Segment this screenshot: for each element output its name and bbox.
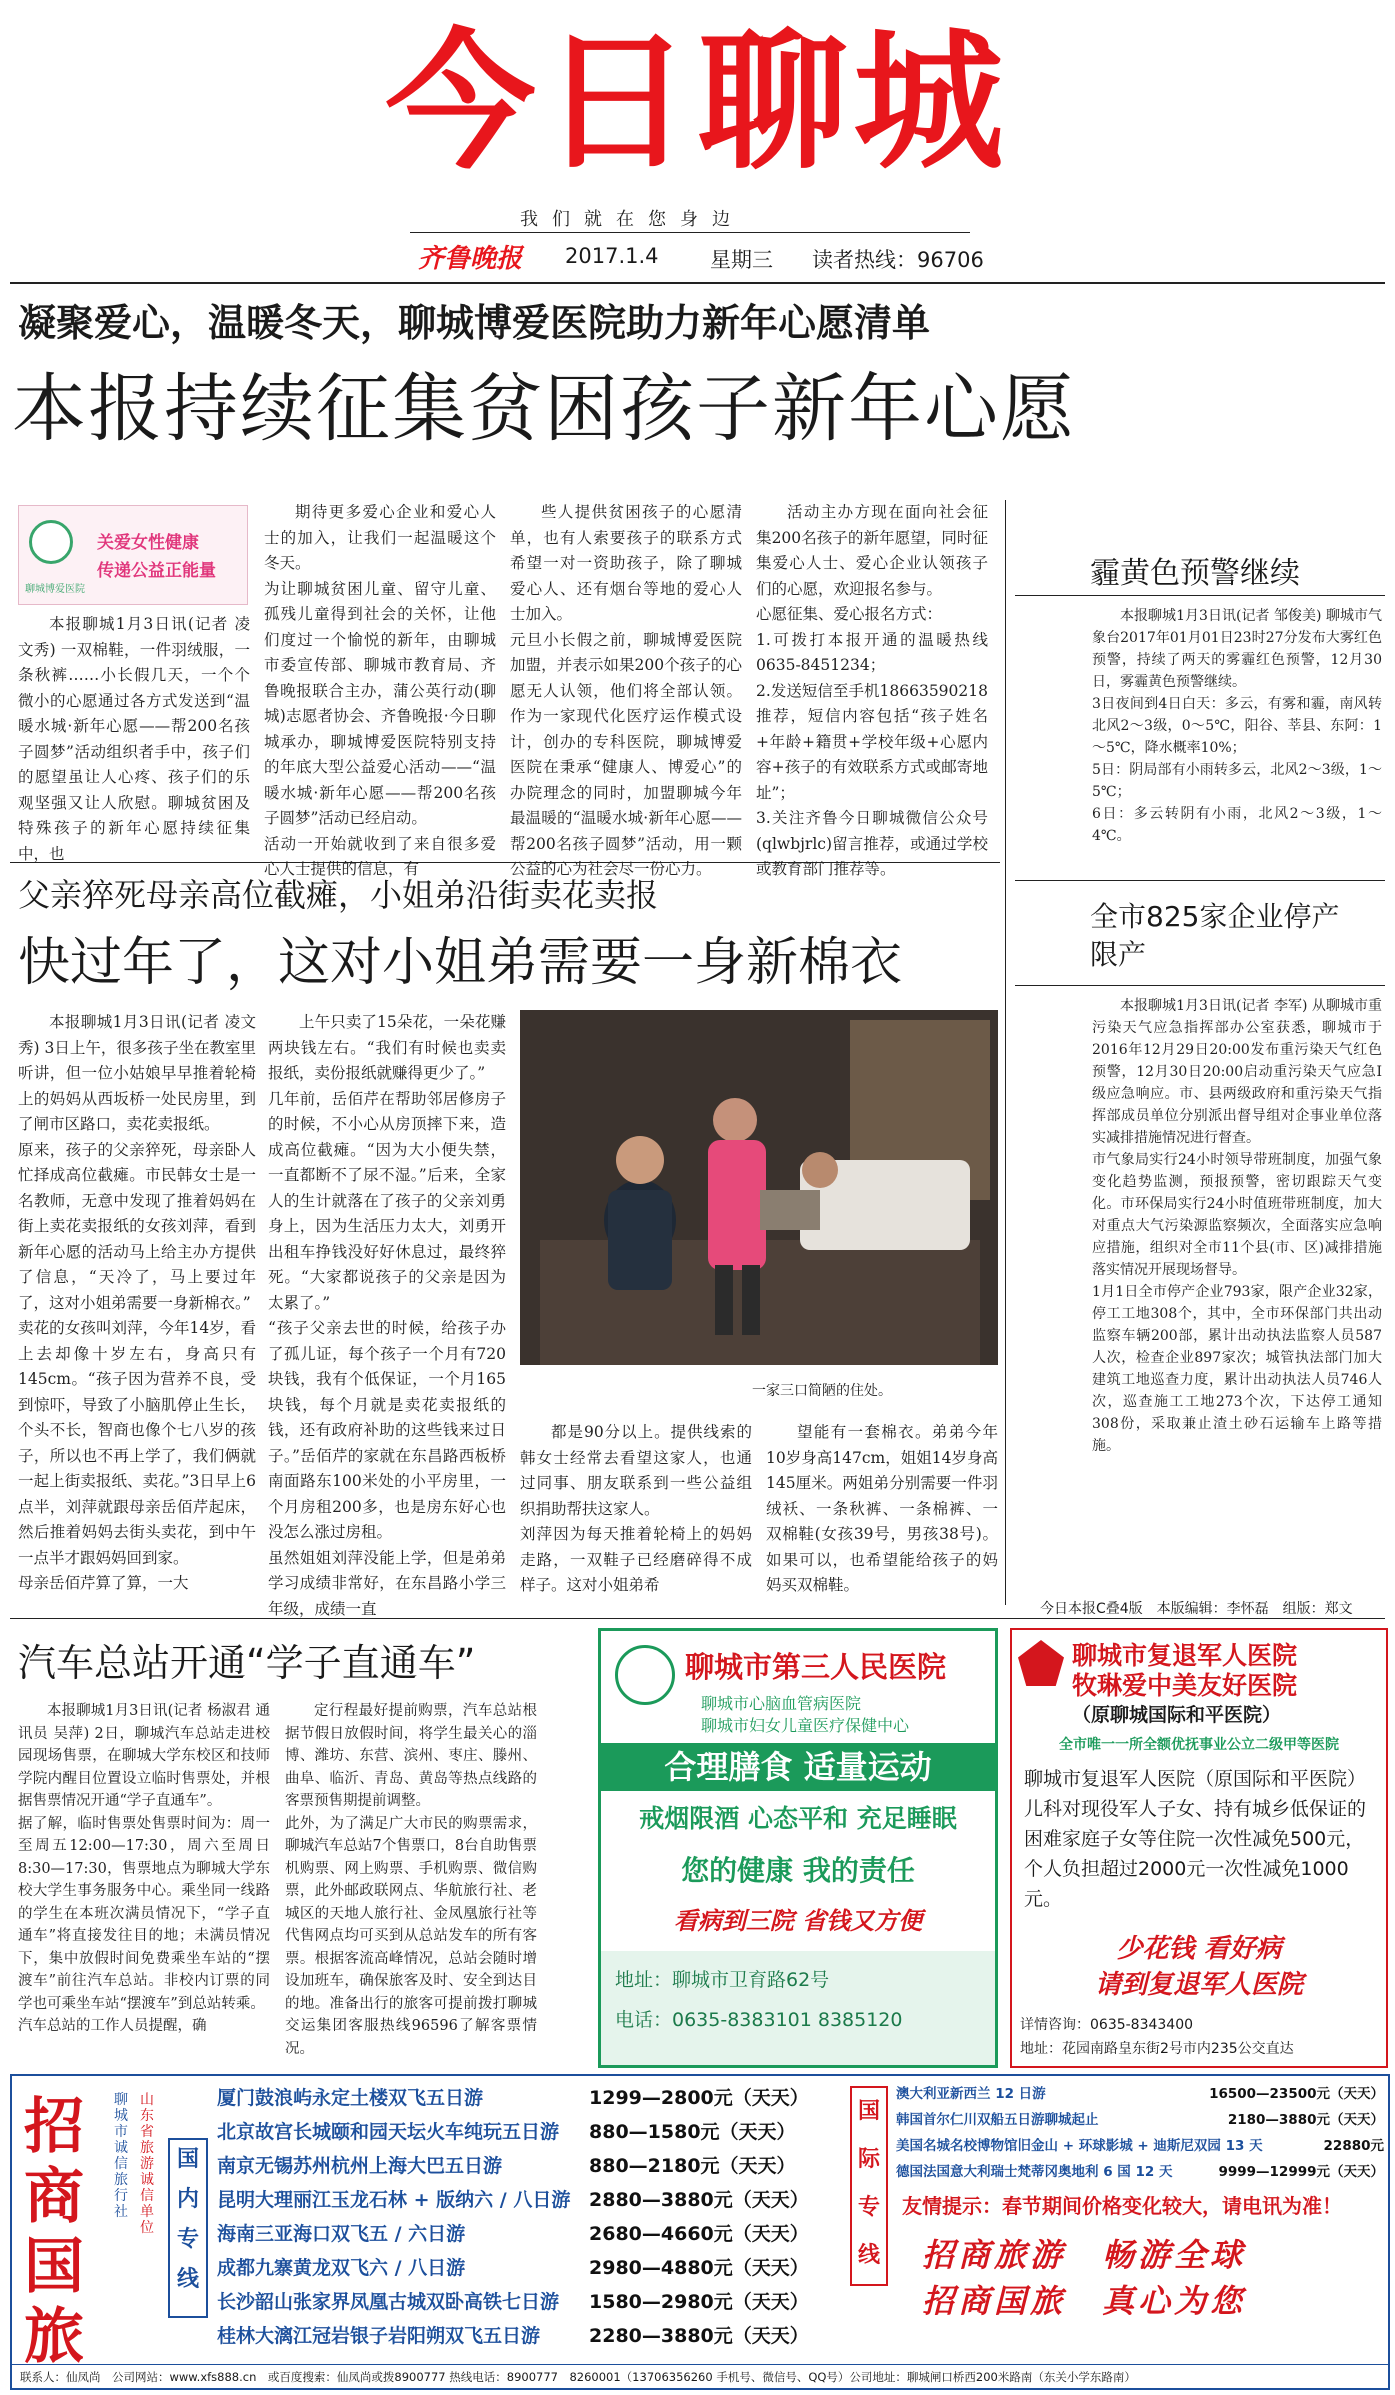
route-price: 16500—23500元（天天） — [1209, 2086, 1384, 2102]
boai-hospital-logo — [18, 505, 248, 605]
third-hospital-slogan4: 看病到三院 省钱又方便 — [673, 1906, 923, 1935]
top-story-col4 — [756, 500, 988, 878]
second-story-col2-text: 上午只卖了15朵花，一朵花赚两块钱左右。“我们有时候也卖卖报纸，卖份报纸就赚得更少了。” 几年前，岳佰芹在帮助邻居修房子的时候，不小心从房顶摔下来，造成高位截瘫。“因为大小便失禁，一直都断不了尿不湿。”后来，全家人的生计就落在了孩子的父亲刘勇身上，因为生活压力太大，刘勇开出租车挣钱没好好休息过，最终猝死。“大家都说孩子的父亲是因为太累了。” “孩子父亲去世的时候，给孩子办了孤儿证，每个孩子一个月有720块钱，我有个低保证，一个月165块钱，每个月就是卖花卖报纸的钱，还有政府补助的这些钱来过日子。”岳佰芹的家就在东昌路西板桥南面路东100米处的小平房里，一个月房租200多，也是房东好心也没怎么涨过房租。 虽然姐姐刘萍没能上学，但是弟弟学习成绩非常好，在东昌路小学三年级，成绩一直 — [268, 1013, 506, 1618]
travel-notice: 友情提示：春节期间价格变化较大，请电讯为准！ — [902, 2194, 1342, 2218]
domestic-routes — [217, 2076, 837, 2362]
second-story-rule — [10, 862, 1000, 863]
photo-caption: 一家三口简陋的住处。 — [752, 1383, 892, 1399]
masthead-divider — [10, 282, 1385, 284]
reader-hotline: 读者热线：96706 — [812, 248, 984, 272]
veteran-hospital-address: 地址：花园南路皇东街2号市内235公交直达 — [1020, 2041, 1294, 2057]
top-story-col2 — [264, 500, 496, 878]
third-hospital-phone: 电话：0635-8383101 8385120 — [615, 2009, 903, 2031]
second-story-col4 — [766, 1420, 998, 1600]
third-hospital-sub1: 聊城市心脑血管病医院 — [701, 1694, 862, 1713]
route-price: 2280—3880元（天天） — [589, 2325, 809, 2347]
issue-weekday: 星期三 — [710, 248, 773, 272]
top-story-col1-text: 本报聊城1月3日讯(记者 凌文秀) 一双棉鞋，一件羽绒服，一条秋裤……小长假几天，一个个微小的心愿通过各方式发送到“温暖水城·新年心愿——帮200名孩子圆梦”活动组织者手中，孩子们的愿望虽让人心疼、孩子们的乐观坚强又让人欣慰。聊城贫困及特殊孩子的新年心愿持续征集中，也 — [18, 615, 250, 863]
route-name: 德国法国意大利瑞士梵蒂冈奥地利 6 国 12 天 — [896, 2164, 1173, 2180]
bus-story-col1-text: 本报聊城1月3日讯(记者 杨淑君 通讯员 吴萍) 2日，聊城汽车总站走进校园现场售票，在聊城大学东校区和技师学院内醒目位置设立临时售票处，并根据售票情况开通“学子直通车”。 据了解，临时售票处售票时间为：周一至周五12:00—17:30，周六至周日8:30—17:30，售票地点为聊城大学东校大学生事务服务中心。乘坐同一线路的学生在本班次满员情况下，“学子直通车”将直接发往目的地；未满员情况下，集中放假时间免费乘坐车站的“摆渡车”前往汽车总站。非校内订票的同学也可乘坐车站“摆渡车”到总站转乘。 汽车总站的工作人员提醒，确 — [18, 1703, 270, 2034]
intl-label: 国际专线 — [850, 2086, 888, 2286]
masthead-rule — [410, 232, 970, 233]
third-hospital-slogan1: 合理膳食 适量运动 — [601, 1743, 995, 1791]
route-price: 880—1580元（天天） — [589, 2121, 796, 2143]
smog-warning-title: 霾黄色预警继续 — [1090, 556, 1300, 591]
enterprise-title: 全市825家企业停产限产 — [1090, 900, 1340, 971]
family-photo — [520, 1010, 998, 1365]
third-hospital-slogan2: 戒烟限酒 心态平和 充足睡眠 — [639, 1804, 957, 1833]
bus-story-col2 — [285, 1700, 537, 2070]
sidebar-divider — [1005, 500, 1006, 1605]
enterprise-title-rule — [1015, 985, 1385, 986]
travel-brand-sub2: 山东省旅游诚信单位 — [140, 2092, 154, 2236]
route-price: 880—2180元（天天） — [589, 2155, 796, 2177]
third-hospital-contact-panel — [601, 1951, 995, 2065]
travel-brand-sub: 聊城市诚信旅行社 — [114, 2092, 128, 2220]
route-name: 南京无锡苏州杭州上海大巴五日游 — [217, 2155, 503, 2177]
smog-title-rule — [1015, 595, 1385, 596]
route-name: 美国名城名校博物馆旧金山 + 环球影城 + 迪斯尼双园 13 天 — [896, 2138, 1263, 2154]
route-price: 2880—3880元（天天） — [589, 2189, 809, 2211]
enterprise-top-rule — [1015, 880, 1385, 881]
bottom-section-rule — [10, 1618, 1385, 1619]
route-price: 2980—4880元（天天） — [589, 2257, 809, 2279]
logo-line2: 传递公益正能量 — [97, 561, 216, 581]
second-story-col3-text: 都是90分以上。提供线索的韩女士经常去看望这家人，也通过同事、朋友联系到一些公益组织捐助帮扶这家人。 刘萍因为每天推着轮椅上的妈妈走路，一双鞋子已经磨碎得不成样子。这对小姐弟希 — [520, 1423, 752, 1594]
logo-line1: 关爱女性健康 — [97, 533, 199, 553]
bus-story-headline: 汽车总站开通“学子直通车” — [18, 1641, 476, 1685]
logo-caption: 聊城博爱医院 — [25, 584, 85, 595]
route-name: 昆明大理丽江玉龙石林 + 版纳六 / 八日游 — [217, 2189, 571, 2211]
travel-footer: 联系人：仙凤尚 公司网站：www.xfs888.cn 或百度搜索：仙凤尚或拨8900777 热线电话：8900777 8260001（13706356260 手机号、微信号、QQ号）公司地址：聊城闸口桥西200米路南（东关小学东路南） — [12, 2364, 1388, 2388]
veteran-hospital-phone: 详情咨询：0635-8343400 — [1020, 2017, 1194, 2033]
second-story-col1 — [18, 1010, 256, 1600]
family-photo-illustration — [520, 1010, 998, 1365]
second-story-col2 — [268, 1010, 506, 1618]
second-story-col1-text: 本报聊城1月3日讯(记者 凌文秀) 3日上午，很多孩子坐在教室里听讲，但一位小姑娘早早推着轮椅上的妈妈从西坂桥一处民房里，到了闸市区路口，卖花卖报纸。 原来，孩子的父亲猝死，母亲卧人忙择成高位截瘫。市民韩女士是一名教师，无意中发现了推着妈妈在街上卖花卖报纸的女孩刘萍，看到新年心愿的活动马上给主办方提供了信息，“天冷了，马上要过年了，这对小姐弟需要一身新棉衣。” 卖花的女孩叫刘萍，今年14岁，看上去却像十岁左右，身高只有145cm。“孩子因为营养不良，受到惊吓，导致了小脑肌停止生长，个头不长，智商也像个七八岁的孩子，所以也不再上学了，我们俩就一起上街卖报纸、卖花。”3日早上6点半，刘萍就跟母亲岳佰芹起床，然后推着妈妈去街头卖花，到中午一点半才跟妈妈回到家。 母亲岳佰芹算了算，一大 — [18, 1013, 256, 1592]
domestic-route-2 — [217, 2116, 837, 2148]
domestic-route-8 — [217, 2320, 837, 2352]
domestic-route-4 — [217, 2184, 837, 2216]
route-name: 成都九寨黄龙双飞六 / 八日游 — [217, 2257, 466, 2279]
domestic-route-6 — [217, 2252, 837, 2284]
veteran-hospital-body: 聊城市复退军人医院（原国际和平医院）儿科对现役军人子女、持有城乡低保证的困难家庭子女等住院一次性减免500元，个人负担超过2000元一次性减免1000元。 — [1024, 1768, 1367, 1910]
page-footer: 今日本报C叠4版 本版编辑：李怀磊 组版：郑文 — [1040, 1601, 1353, 1617]
top-story-headline: 本报持续征集贫困孩子新年心愿 — [12, 366, 1076, 452]
veteran-hospital-sub: （原聊城国际和平医院） — [1072, 1704, 1282, 1726]
intl-route-3 — [896, 2134, 1386, 2158]
domestic-route-5 — [217, 2218, 837, 2250]
second-story-col3 — [520, 1420, 752, 1600]
third-hospital-ad — [598, 1628, 998, 2068]
route-name: 桂林大漓江冠岩银子岩阳朔双飞五日游 — [217, 2325, 541, 2347]
masthead-title: 今日聊城 — [385, 16, 1010, 190]
intl-route-4 — [896, 2160, 1386, 2184]
paper-logo: 齐鲁晚报 — [418, 244, 523, 274]
travel-brand: 招商国旅 — [24, 2092, 84, 2372]
veteran-hospital-name2: 牧琳爱中美友好医院 — [1072, 1671, 1298, 1700]
top-story-kicker: 凝聚爱心，温暖冬天，聊城博爱医院助力新年心愿清单 — [18, 301, 931, 345]
veteran-hospital-emblem-icon — [1018, 1640, 1064, 1686]
route-price: 1580—2980元（天天） — [589, 2291, 809, 2313]
third-hospital-name: 聊城市第三人民医院 — [685, 1650, 947, 1684]
hospital-emblem-icon — [29, 520, 73, 564]
veteran-hospital-ad — [1010, 1628, 1388, 2068]
enterprise-body — [1092, 995, 1382, 1595]
smog-warning-text: 本报聊城1月3日讯(记者 邹俊美) 聊城市气象台2017年01月01日23时27分发布大雾红色预警，持续了两天的雾霾红色预警，12月30日，雾霾黄色预警继续。 3日夜间到4日白天：多云，有雾和霾，南风转北风2～3级，0～5℃，阳谷、莘县、东阿：1～5℃，降水概率10%； 5日：阴局部有小雨转多云，北风2～3级，1～5℃； 6日：多云转阴有小雨，北风2～3级，1～4℃。 — [1092, 608, 1382, 844]
intl-route-1 — [896, 2082, 1386, 2106]
top-story-col3 — [510, 500, 742, 878]
veteran-hospital-name1: 聊城市复退军人医院 — [1072, 1641, 1298, 1670]
top-story-col1 — [18, 612, 250, 863]
intl-route-2 — [896, 2108, 1386, 2132]
travel-ad — [10, 2074, 1390, 2390]
top-story-col2-text: 期待更多爱心企业和爱心人士的加入，让我们一起温暖这个冬天。 为让聊城贫困儿童、留守儿童、孤残儿童得到社会的关怀，让他们度过一个愉悦的新年，由聊城市委宣传部、聊城市教育局、齐鲁晚报联合主办，蒲公英行动(聊城)志愿者协会、齐鲁晚报·今日聊城承办，聊城博爱医院特别支持的年底大型公益爱心活动——“温暖水城·新年心愿——帮200名孩子圆梦”活动已经启动。 活动一开始就收到了来自很多爱心人士提供的信息，有 — [264, 503, 496, 878]
route-price: 2180—3880元（天天） — [1227, 2112, 1384, 2128]
bus-story-col1 — [18, 1700, 270, 2070]
issue-date: 2017.1.4 — [565, 244, 659, 268]
veteran-hospital-slogan1: 少花钱 看好病 — [1116, 1934, 1282, 1964]
second-story-headline: 快过年了，这对小姐弟需要一身新棉衣 — [18, 933, 903, 993]
enterprise-text: 本报聊城1月3日讯(记者 李军) 从聊城市重污染天气应急指挥部办公室获悉，聊城市于2016年12月29日20:00发布重污染天气红色预警，12月30日20:00启动重污染天气应急Ⅰ级应急响应。市、县两级政府和重污染天气指挥部成员单位分别派出督导组对企事业单位落实减排措施情况进行督查。 市气象局实行24小时领导带班制度，加强气象变化趋势监测，预报预警，密切跟踪天气变化。市环保局实行24小时值班带班制度，加大对重点大气污染源监察频次，全面落实应急响应措施，组织对全市11个县(市、区)减排措施落实情况开展现场督导。 1月1日全市停产企业793家，限产企业32家，停工工地308个，其中，全市环保部门共出动监察车辆200部，累计出动执法监察人员587人次，检查企业897家次；城管执法部门加大建筑工地巡查力度，累计出动执法人员746人次，巡查施工工地273个次，下达停工通知308份，采取兼止渣土砂石运输车上路等措施。 — [1092, 998, 1382, 1454]
domestic-route-1 — [217, 2082, 837, 2114]
route-name: 厦门鼓浪屿永定土楼双飞五日游 — [217, 2087, 484, 2109]
route-name: 长沙韶山张家界凤凰古城双卧高铁七日游 — [217, 2291, 560, 2313]
veteran-hospital-tagline: 全市唯一一所全额优抚事业公立二级甲等医院 — [1012, 1732, 1386, 1758]
masthead-slogan: 我们就在您身边 — [520, 209, 744, 230]
domestic-route-3 — [217, 2150, 837, 2182]
route-price: 1299—2800元（天天） — [589, 2087, 809, 2109]
smog-warning-body — [1092, 605, 1382, 875]
domestic-label: 国内专线 — [168, 2138, 208, 2318]
bus-story-col2-text: 定行程最好提前购票，汽车总站根据节假日放假时间，将学生最关心的淄博、潍坊、东营、滨州、枣庄、滕州、曲阜、临沂、青岛、黄岛等热点线路的客票预售期提前调整。 此外，为了满足广大市民的购票需求，聊城汽车总站7个售票口，8台自助售票机购票、网上购票、手机购票、微信购票，此外邮政联网点、华航旅行社、老城区的天地人旅行社、金凤凰旅行社等代售网点均可买到从总站发车的所有客票。根据客流高峰情况，总站会随时增设加班车，确保旅客及时、安全到达目的地。准备出行的旅客可提前拨打聊城交运集团客服热线96596了解客票情况。 — [285, 1703, 537, 2057]
travel-slogan2: 招商国旅 真心为您 — [922, 2282, 1247, 2320]
third-hospital-address: 地址：聊城市卫育路62号 — [615, 1969, 830, 1991]
route-name: 北京故宫长城颐和园天坛火车纯玩五日游 — [217, 2121, 560, 2143]
travel-slogan1: 招商旅游 畅游全球 — [922, 2236, 1247, 2274]
third-hospital-slogan3: 您的健康 我的责任 — [681, 1854, 915, 1887]
second-story-kicker: 父亲猝死母亲高位截瘫，小姐弟沿街卖花卖报 — [18, 876, 659, 914]
third-hospital-emblem-icon — [615, 1645, 675, 1705]
route-name: 海南三亚海口双飞五 / 六日游 — [217, 2223, 466, 2245]
top-story-col3-text: 些人提供贫困孩子的心愿清单，也有人索要孩子的联系方式希望一对一资助孩子，除了聊城爱心人、还有烟台等地的爱心人士加入。 元旦小长假之前，聊城博爱医院加盟，并表示如果200个孩子的心愿无人认领，他们将全部认领。作为一家现代化医疗运作模式设计，创办的专科医院，聊城博爱医院在秉承“健康人、博爱心”的办院理念的同时，加盟聊城今年最温暖的“温暖水城·新年心愿——帮200名孩子圆梦”活动，用一颗公益的心为社会尽一份心力。 — [510, 503, 742, 878]
route-name: 澳大利亚新西兰 12 日游 — [896, 2086, 1046, 2102]
veteran-hospital-slogan2: 请到复退军人医院 — [1094, 1970, 1303, 2000]
top-story-col4-text: 活动主办方现在面向社会征集200名孩子的新年愿望，同时征集爱心人士、爱心企业认领孩子们的心愿，欢迎报名参与。 心愿征集、爱心报名方式： 1.可拨打本报开通的温暖热线0635-8451234； 2.发送短信至手机18663590218推荐，短信内容包括“孩子姓名+年龄+籍贯+学校年级+心愿内容+孩子的有效联系方式或邮寄地址”； 3.关注齐鲁今日聊城微信公众号(qlwbjrlc)留言推荐，或通过学校或教育部门推荐等。 — [756, 503, 988, 878]
route-name: 韩国首尔仁川双船五日游聊城起止 — [896, 2112, 1099, 2128]
route-price: 9999—12999元（天天） — [1218, 2164, 1384, 2180]
route-price: 2680—4660元（天天） — [589, 2223, 809, 2245]
second-story-col4-text: 望能有一套棉衣。弟弟今年10岁身高147cm，姐姐14岁身高145厘米。两姐弟分别需要一件羽绒袄、一条秋裤、一条棉裤、一双棉鞋(女孩39号，男孩38号)。如果可以，也希望能给孩子的妈妈买双棉鞋。 — [766, 1423, 998, 1594]
third-hospital-sub2: 聊城市妇女儿童医疗保健中心 — [701, 1716, 910, 1735]
domestic-route-7 — [217, 2286, 837, 2318]
route-price: 22880元 — [1323, 2138, 1384, 2154]
